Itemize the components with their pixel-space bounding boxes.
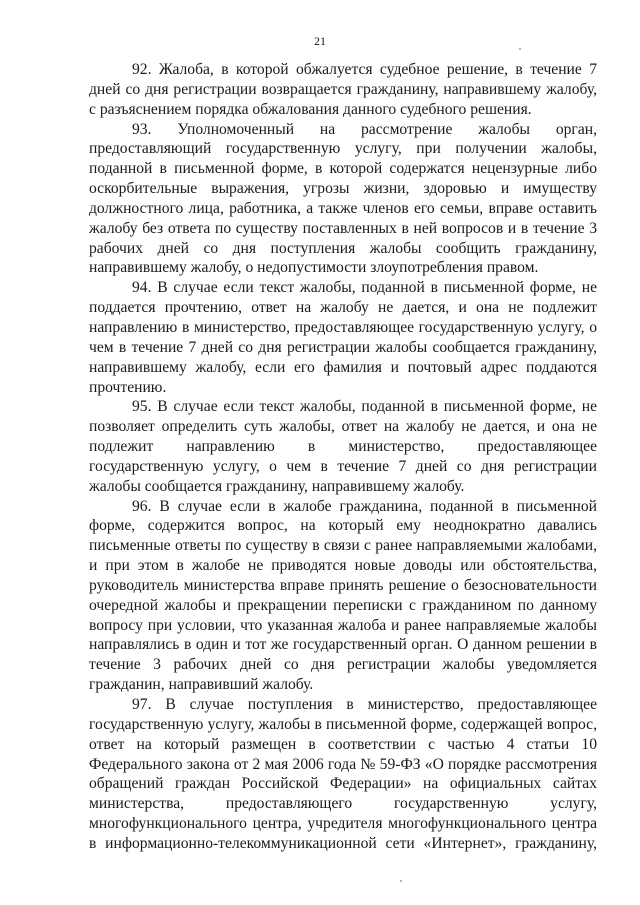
paragraph-92: 92. Жалоба, в которой обжалуется судебное решение, в течение 7 дней со дня регистрации возвращается гражданину, направившему жалобу, с разъяснением порядка обжалования данного судебного решения.	[89, 61, 597, 118]
scan-speck	[519, 48, 521, 50]
paragraph-95: 95. В случае если текст жалобы, поданной в письменной форме, не позволяет определить суть жалобы, ответ на жалобу не дается, и она не подлежит направлению в министерство, предоставляющее государственную услугу, о чем в течение 7 дней со дня регистрации жалобы сообщается гражданину, направившему жалобу.	[89, 398, 597, 495]
document-body	[89, 60, 597, 854]
paragraph-96: 96. В случае если в жалобе гражданина, поданной в письменной форме, содержится вопрос, на который ему неоднократно давались письменные ответы по существу в связи с ранее направляемыми жалобами, и при этом в жалобе не приводятся новые доводы или обстоятельства, руководитель министерства вправе принять решение о безосновательности очередной жалобы и прекращении переписки с гражданином по данному вопросу при условии, что указанная жалоба и ранее направляемые жалобы направлялись в один и тот же государственный орган. О данном решении в течение 3 рабочих дней со дня регистрации жалобы уведомляется гражданин, направивший жалобу.	[89, 497, 597, 694]
paragraph-94: 94. В случае если текст жалобы, поданной в письменной форме, не поддается прочтению, ответ на жалобу не дается, и она не подлежит направлению в министерство, предоставляющее государственную услугу, о чем в течение 7 дней со дня регистрации жалобы сообщается гражданину, направившему жалобу, если его фамилия и почтовый адрес поддаются прочтению.	[89, 279, 597, 396]
scan-speck	[400, 880, 402, 882]
page-number: 21	[314, 34, 326, 48]
paragraph-97: 97. В случае поступления в министерство, предоставляющее государственную услугу, жалобы в письменной форме, содержащей вопрос, ответ на который размещен в соответствии с частью 4 статьи 10 Федерального закона от 2 мая 2006 года № 59-ФЗ «О порядке рассмотрения обращений граждан Российской Федерации» на официальных сайтах министерства, предоставляющего государственную услугу, многофункционального центра, учредителя многофункционального центра в информационно-телекоммуникационной сети «Интернет», гражданину,	[89, 696, 597, 852]
paragraph-93: 93. Уполномоченный на рассмотрение жалобы орган, предоставляющий государственную услугу, при получении жалобы, поданной в письменной форме, в которой содержатся нецензурные либо оскорбительные выражения, угрозы жизни, здоровью и имуществу должностного лица, работника, а также членов его семьи, вправе оставить жалобу без ответа по существу поставленных в ней вопросов и в течение 3 рабочих дней со дня поступления жалобы сообщить гражданину, направившему жалобу, о недопустимости злоупотребления правом.	[89, 120, 597, 277]
